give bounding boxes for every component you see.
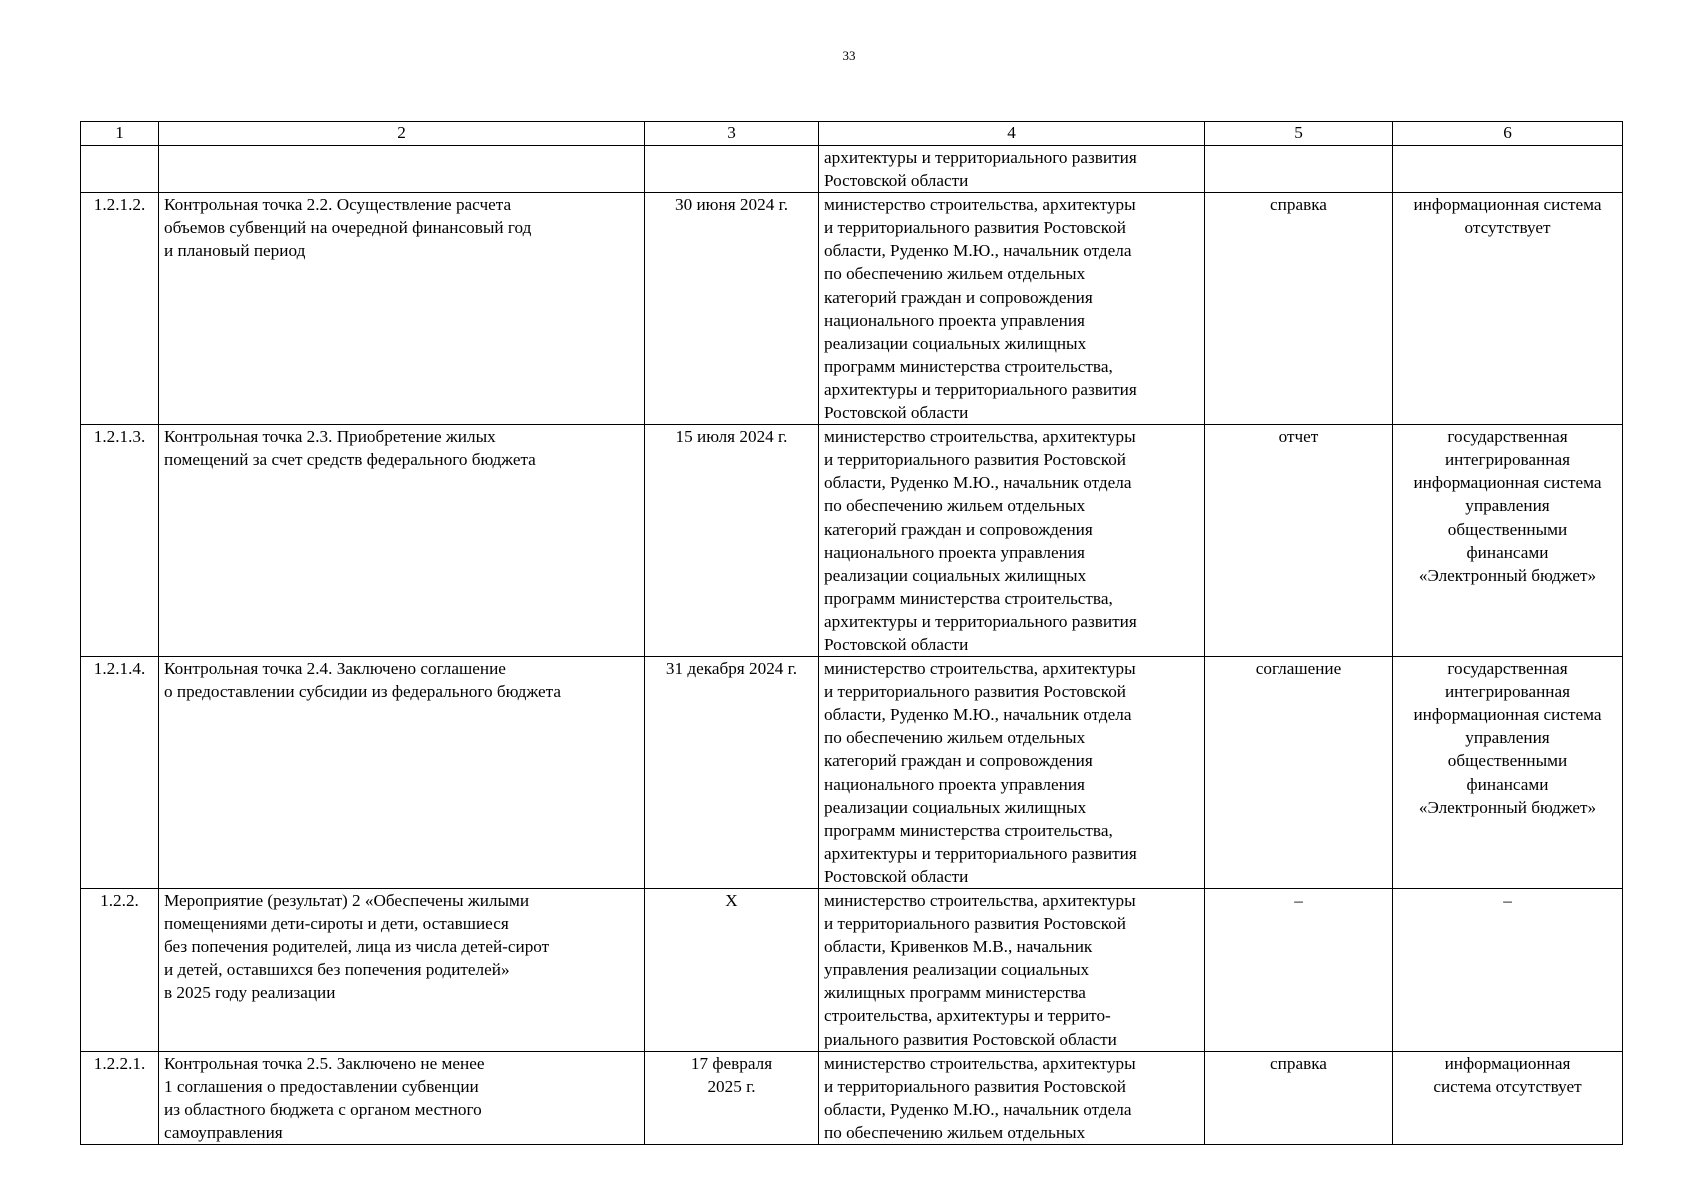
row-number xyxy=(81,146,159,193)
row-responsible: министерство строительства, архитектуры и территориального развития Ростовской области, Руденко М.Ю., начальник отдела по обеспечению жильем отдельных категорий граждан и сопровождения национального проекта управления реализации социальных жилищных программ министерства строительства, архитектуры и территориального развития Ростовской области xyxy=(819,657,1205,889)
row-responsible: министерство строительства, архитектуры и территориального развития Ростовской области, Руденко М.Ю., начальник отдела по обеспечению жильем отдельных категорий граждан и сопровождения национального проекта управления реализации социальных жилищных программ министерства строительства, архитектуры и территориального развития Ростовской области xyxy=(819,425,1205,657)
row-responsible: архитектуры и территориального развития Ростовской области xyxy=(819,146,1205,193)
header-col-2: 2 xyxy=(159,122,645,146)
row-responsible: министерство строительства, архитектуры и территориального развития Ростовской области, Руденко М.Ю., начальник отдела по обеспечению жильем отдельных категорий граждан и сопровождения национального проекта управления реализации социальных жилищных программ министерства строительства, архитектуры и территориального развития Ростовской области xyxy=(819,193,1205,425)
header-row xyxy=(81,122,1623,146)
row-date: Х xyxy=(645,889,819,1052)
row-document: соглашение xyxy=(1205,657,1393,889)
row-name: Мероприятие (результат) 2 «Обеспечены жилыми помещениями дети-сироты и дети, оставшиеся без попечения родителей, лица из числа детей-сирот и детей, оставшихся без попечения родителей» в 2025 году реализации xyxy=(159,889,645,1052)
row-responsible: министерство строительства, архитектуры и территориального развития Ростовской области, Кривенков М.В., начальник управления реализации социальных жилищных программ министерства строительства, архитектуры и террито- риального развития Ростовской области xyxy=(819,889,1205,1052)
row-date: 17 февраля 2025 г. xyxy=(645,1051,819,1144)
row-document: справка xyxy=(1205,193,1393,425)
plan-table xyxy=(80,121,1623,1145)
row-name: Контрольная точка 2.2. Осуществление расчета объемов субвенций на очередной финансовый год и плановый период xyxy=(159,193,645,425)
row-number: 1.2.2. xyxy=(81,889,159,1052)
row-document: – xyxy=(1205,889,1393,1052)
row-number: 1.2.1.2. xyxy=(81,193,159,425)
header-col-3: 3 xyxy=(645,122,819,146)
row-date: 15 июля 2024 г. xyxy=(645,425,819,657)
row-document: отчет xyxy=(1205,425,1393,657)
header-col-6: 6 xyxy=(1393,122,1623,146)
page-number: 33 xyxy=(842,48,856,63)
row-date: 30 июня 2024 г. xyxy=(645,193,819,425)
table-row xyxy=(81,889,1623,1052)
table-header xyxy=(81,122,1623,146)
row-name xyxy=(159,146,645,193)
table-row xyxy=(81,1051,1623,1144)
row-date: 31 декабря 2024 г. xyxy=(645,657,819,889)
row-number: 1.2.2.1. xyxy=(81,1051,159,1144)
header-col-4: 4 xyxy=(819,122,1205,146)
table-body xyxy=(81,146,1623,1145)
row-name: Контрольная точка 2.3. Приобретение жилых помещений за счет средств федерального бюджета xyxy=(159,425,645,657)
row-number: 1.2.1.3. xyxy=(81,425,159,657)
row-name: Контрольная точка 2.4. Заключено соглашение о предоставлении субсидии из федерального бюджета xyxy=(159,657,645,889)
table-row xyxy=(81,425,1623,657)
row-system: государственная интегрированная информационная система управления общественными финансами «Электронный бюджет» xyxy=(1393,425,1623,657)
row-system: – xyxy=(1393,889,1623,1052)
row-document: справка xyxy=(1205,1051,1393,1144)
row-number: 1.2.1.4. xyxy=(81,657,159,889)
row-system xyxy=(1393,146,1623,193)
header-col-1: 1 xyxy=(81,122,159,146)
table-row xyxy=(81,146,1623,193)
table-row xyxy=(81,193,1623,425)
row-system: информационная система отсутствует xyxy=(1393,1051,1623,1144)
row-name: Контрольная точка 2.5. Заключено не менее 1 соглашения о предоставлении субвенции из областного бюджета с органом местного самоуправления xyxy=(159,1051,645,1144)
header-col-5: 5 xyxy=(1205,122,1393,146)
row-responsible: министерство строительства, архитектуры и территориального развития Ростовской области, Руденко М.Ю., начальник отдела по обеспечению жильем отдельных xyxy=(819,1051,1205,1144)
row-system: государственная интегрированная информационная система управления общественными финансами «Электронный бюджет» xyxy=(1393,657,1623,889)
row-system: информационная система отсутствует xyxy=(1393,193,1623,425)
row-date xyxy=(645,146,819,193)
row-document xyxy=(1205,146,1393,193)
table-row xyxy=(81,657,1623,889)
